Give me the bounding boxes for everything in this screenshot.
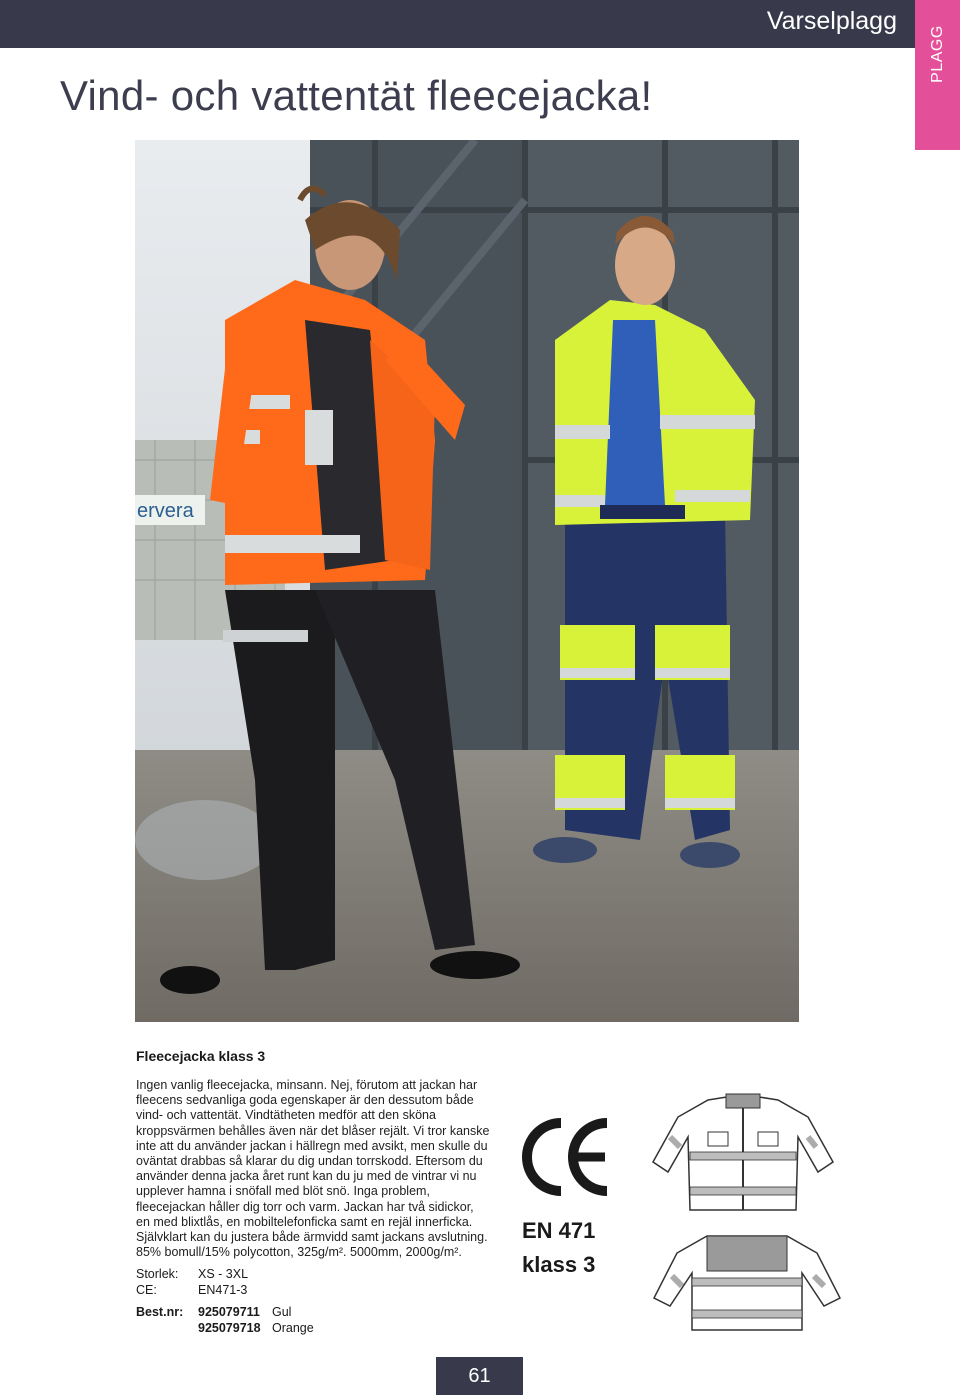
certification-text — [522, 1214, 595, 1282]
header-bar — [0, 0, 915, 48]
product-photo — [135, 140, 799, 1022]
section-title: Varselplagg — [766, 7, 897, 35]
page-headline: Vind- och vattentät fleecejacka! — [60, 72, 653, 119]
order-row — [136, 1304, 314, 1320]
category-tab-label: PLAGG — [928, 25, 946, 83]
ce-mark-icon — [519, 1115, 611, 1199]
product-description: Ingen vanlig fleecejacka, minsann. Nej, förutom att jackan har fleecens sedvanliga goda egenskaper är den dessutom både vind- och vattentät. Vindtätheten medför att den sköna kroppsvärmen behålles även när det blåser rejält. Vi tror kanske inte att du använder jackan i hällregn med avsikt, men skulle du oväntat drabbas så klarar du dig undan torrskodd. Eftersom du använder denna jacka året runt kan du ju med de vintrar vi nu upplever hamna i snöfall med blöt snö. Inga problem, fleecejackan håller dig torr och varm. Jackan har två sidickor, en med blixtlås, en mobiltelefonficka samt en rejäl innerficka. Självklart kan du justera både ärmvidd samt jackans avslutning. 85% bomull/15% polycotton, 325g/m². 5000mm, 2000g/m². — [136, 1078, 490, 1260]
spec-label: Storlek: — [136, 1267, 179, 1281]
order-number: 925079718 — [198, 1321, 261, 1335]
order-number: 925079711 — [198, 1305, 260, 1319]
product-title: Fleecejacka klass 3 — [136, 1048, 266, 1064]
certification-class: klass 3 — [522, 1252, 596, 1277]
spec-row-size — [136, 1267, 248, 1283]
order-color: Gul — [272, 1305, 292, 1319]
category-tab — [915, 0, 960, 150]
photo-sign-text: ervera — [137, 500, 194, 522]
spec-value: EN471-3 — [198, 1282, 248, 1297]
spec-value: XS - 3XL — [198, 1267, 249, 1281]
spec-label: CE: — [136, 1282, 157, 1297]
order-color: Orange — [272, 1321, 314, 1335]
order-row — [136, 1320, 314, 1336]
jacket-front-illustration — [648, 1092, 838, 1217]
spec-list — [136, 1267, 248, 1298]
jacket-back-illustration — [652, 1228, 842, 1338]
certification-standard: EN 471 — [522, 1218, 596, 1243]
spec-row-ce — [136, 1283, 248, 1299]
page-number: 61 — [436, 1357, 523, 1395]
order-label: Best.nr: — [136, 1305, 184, 1319]
order-numbers — [136, 1304, 314, 1336]
